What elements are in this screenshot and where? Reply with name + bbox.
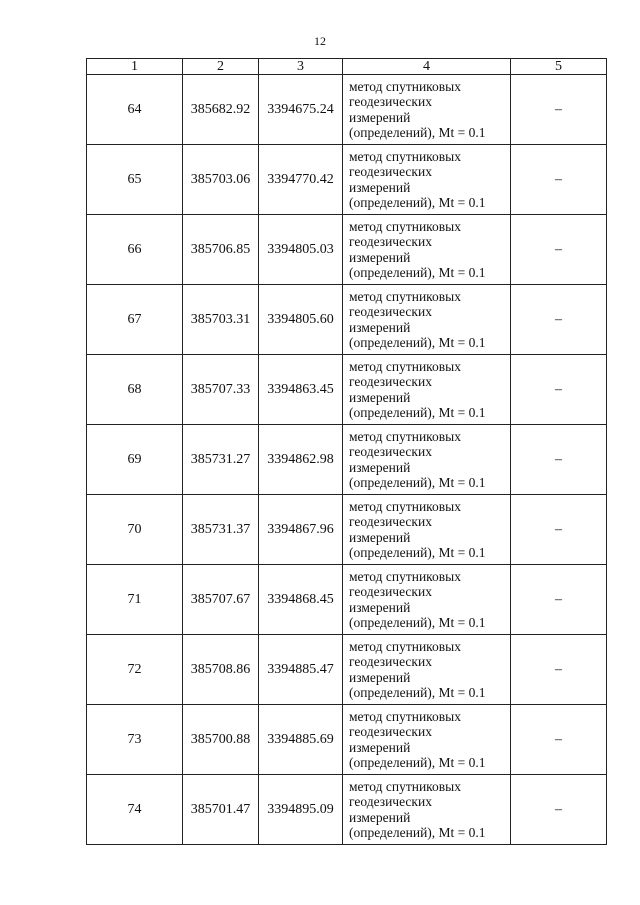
method-line: геодезических xyxy=(349,514,432,529)
method-line: метод спутниковых xyxy=(349,148,461,164)
method-line: геодезических xyxy=(349,654,432,669)
method-line: геодезических xyxy=(349,374,432,389)
method-cell xyxy=(343,565,511,635)
method-line: (определений), Mt = 0.1 xyxy=(349,125,486,140)
point-number-cell: 72 xyxy=(87,635,183,705)
y-coordinate-cell: 3394868.45 xyxy=(259,565,343,635)
method-cell xyxy=(343,775,511,845)
table-row xyxy=(87,705,607,775)
method-line: геодезических xyxy=(349,794,432,809)
table-header xyxy=(87,59,607,75)
point-number-cell: 67 xyxy=(87,285,183,355)
method-line: (определений), Mt = 0.1 xyxy=(349,545,486,560)
x-coordinate-cell: 385708.86 xyxy=(183,635,259,705)
method-line: измерений xyxy=(349,249,411,265)
table-row xyxy=(87,565,607,635)
header-col-4: 4 xyxy=(343,59,511,75)
method-line: геодезических xyxy=(349,724,432,739)
note-cell: – xyxy=(511,145,607,215)
method-line: геодезических xyxy=(349,584,432,599)
point-number-cell: 70 xyxy=(87,495,183,565)
y-coordinate-cell: 3394675.24 xyxy=(259,75,343,145)
y-coordinate-cell: 3394805.60 xyxy=(259,285,343,355)
y-coordinate-cell: 3394885.69 xyxy=(259,705,343,775)
method-line: метод спутниковых xyxy=(349,428,461,444)
x-coordinate-cell: 385700.88 xyxy=(183,705,259,775)
page-number: 12 xyxy=(314,34,326,48)
method-line: метод спутниковых xyxy=(349,358,461,374)
method-line: (определений), Mt = 0.1 xyxy=(349,825,486,840)
method-line: измерений xyxy=(349,179,411,195)
point-number-cell: 69 xyxy=(87,425,183,495)
point-number-cell: 68 xyxy=(87,355,183,425)
method-line: измерений xyxy=(349,459,411,475)
method-line: геодезических xyxy=(349,444,432,459)
note-cell: – xyxy=(511,215,607,285)
table-row xyxy=(87,635,607,705)
method-cell xyxy=(343,285,511,355)
method-line: метод спутниковых xyxy=(349,288,461,304)
note-cell: – xyxy=(511,355,607,425)
table-row xyxy=(87,355,607,425)
note-cell: – xyxy=(511,75,607,145)
x-coordinate-cell: 385707.33 xyxy=(183,355,259,425)
table-row xyxy=(87,215,607,285)
x-coordinate-cell: 385707.67 xyxy=(183,565,259,635)
table-body xyxy=(87,75,607,845)
method-line: метод спутниковых xyxy=(349,778,461,794)
header-row xyxy=(87,59,607,75)
table-row xyxy=(87,75,607,145)
method-line: измерений xyxy=(349,669,411,685)
point-number-cell: 65 xyxy=(87,145,183,215)
method-line: геодезических xyxy=(349,304,432,319)
table-row xyxy=(87,495,607,565)
method-line: геодезических xyxy=(349,94,432,109)
note-cell: – xyxy=(511,705,607,775)
x-coordinate-cell: 385731.37 xyxy=(183,495,259,565)
method-cell xyxy=(343,75,511,145)
method-cell xyxy=(343,495,511,565)
x-coordinate-cell: 385703.06 xyxy=(183,145,259,215)
y-coordinate-cell: 3394895.09 xyxy=(259,775,343,845)
y-coordinate-cell: 3394805.03 xyxy=(259,215,343,285)
header-col-5: 5 xyxy=(511,59,607,75)
y-coordinate-cell: 3394867.96 xyxy=(259,495,343,565)
method-line: метод спутниковых xyxy=(349,78,461,94)
header-col-3: 3 xyxy=(259,59,343,75)
method-line: (определений), Mt = 0.1 xyxy=(349,685,486,700)
method-cell xyxy=(343,355,511,425)
header-col-2: 2 xyxy=(183,59,259,75)
method-line: измерений xyxy=(349,389,411,405)
table-row xyxy=(87,775,607,845)
x-coordinate-cell: 385703.31 xyxy=(183,285,259,355)
method-line: геодезических xyxy=(349,164,432,179)
coordinates-table xyxy=(86,58,607,845)
method-line: (определений), Mt = 0.1 xyxy=(349,755,486,770)
x-coordinate-cell: 385701.47 xyxy=(183,775,259,845)
x-coordinate-cell: 385682.92 xyxy=(183,75,259,145)
point-number-cell: 64 xyxy=(87,75,183,145)
method-line: измерений xyxy=(349,529,411,545)
method-cell xyxy=(343,425,511,495)
note-cell: – xyxy=(511,775,607,845)
method-line: метод спутниковых xyxy=(349,498,461,514)
method-cell xyxy=(343,635,511,705)
note-cell: – xyxy=(511,565,607,635)
method-line: метод спутниковых xyxy=(349,568,461,584)
method-line: измерений xyxy=(349,599,411,615)
method-line: (определений), Mt = 0.1 xyxy=(349,615,486,630)
point-number-cell: 74 xyxy=(87,775,183,845)
method-line: геодезических xyxy=(349,234,432,249)
method-line: метод спутниковых xyxy=(349,638,461,654)
method-cell xyxy=(343,215,511,285)
method-line: измерений xyxy=(349,319,411,335)
method-line: измерений xyxy=(349,739,411,755)
method-cell xyxy=(343,145,511,215)
note-cell: – xyxy=(511,285,607,355)
y-coordinate-cell: 3394863.45 xyxy=(259,355,343,425)
x-coordinate-cell: 385706.85 xyxy=(183,215,259,285)
note-cell: – xyxy=(511,425,607,495)
method-line: (определений), Mt = 0.1 xyxy=(349,265,486,280)
method-line: (определений), Mt = 0.1 xyxy=(349,405,486,420)
method-cell xyxy=(343,705,511,775)
header-col-1: 1 xyxy=(87,59,183,75)
method-line: измерений xyxy=(349,109,411,125)
point-number-cell: 71 xyxy=(87,565,183,635)
point-number-cell: 73 xyxy=(87,705,183,775)
x-coordinate-cell: 385731.27 xyxy=(183,425,259,495)
method-line: (определений), Mt = 0.1 xyxy=(349,195,486,210)
method-line: метод спутниковых xyxy=(349,708,461,724)
table-row xyxy=(87,285,607,355)
y-coordinate-cell: 3394885.47 xyxy=(259,635,343,705)
method-line: измерений xyxy=(349,809,411,825)
note-cell: – xyxy=(511,495,607,565)
table-row xyxy=(87,425,607,495)
note-cell: – xyxy=(511,635,607,705)
method-line: (определений), Mt = 0.1 xyxy=(349,475,486,490)
y-coordinate-cell: 3394770.42 xyxy=(259,145,343,215)
y-coordinate-cell: 3394862.98 xyxy=(259,425,343,495)
method-line: (определений), Mt = 0.1 xyxy=(349,335,486,350)
table-row xyxy=(87,145,607,215)
point-number-cell: 66 xyxy=(87,215,183,285)
method-line: метод спутниковых xyxy=(349,218,461,234)
